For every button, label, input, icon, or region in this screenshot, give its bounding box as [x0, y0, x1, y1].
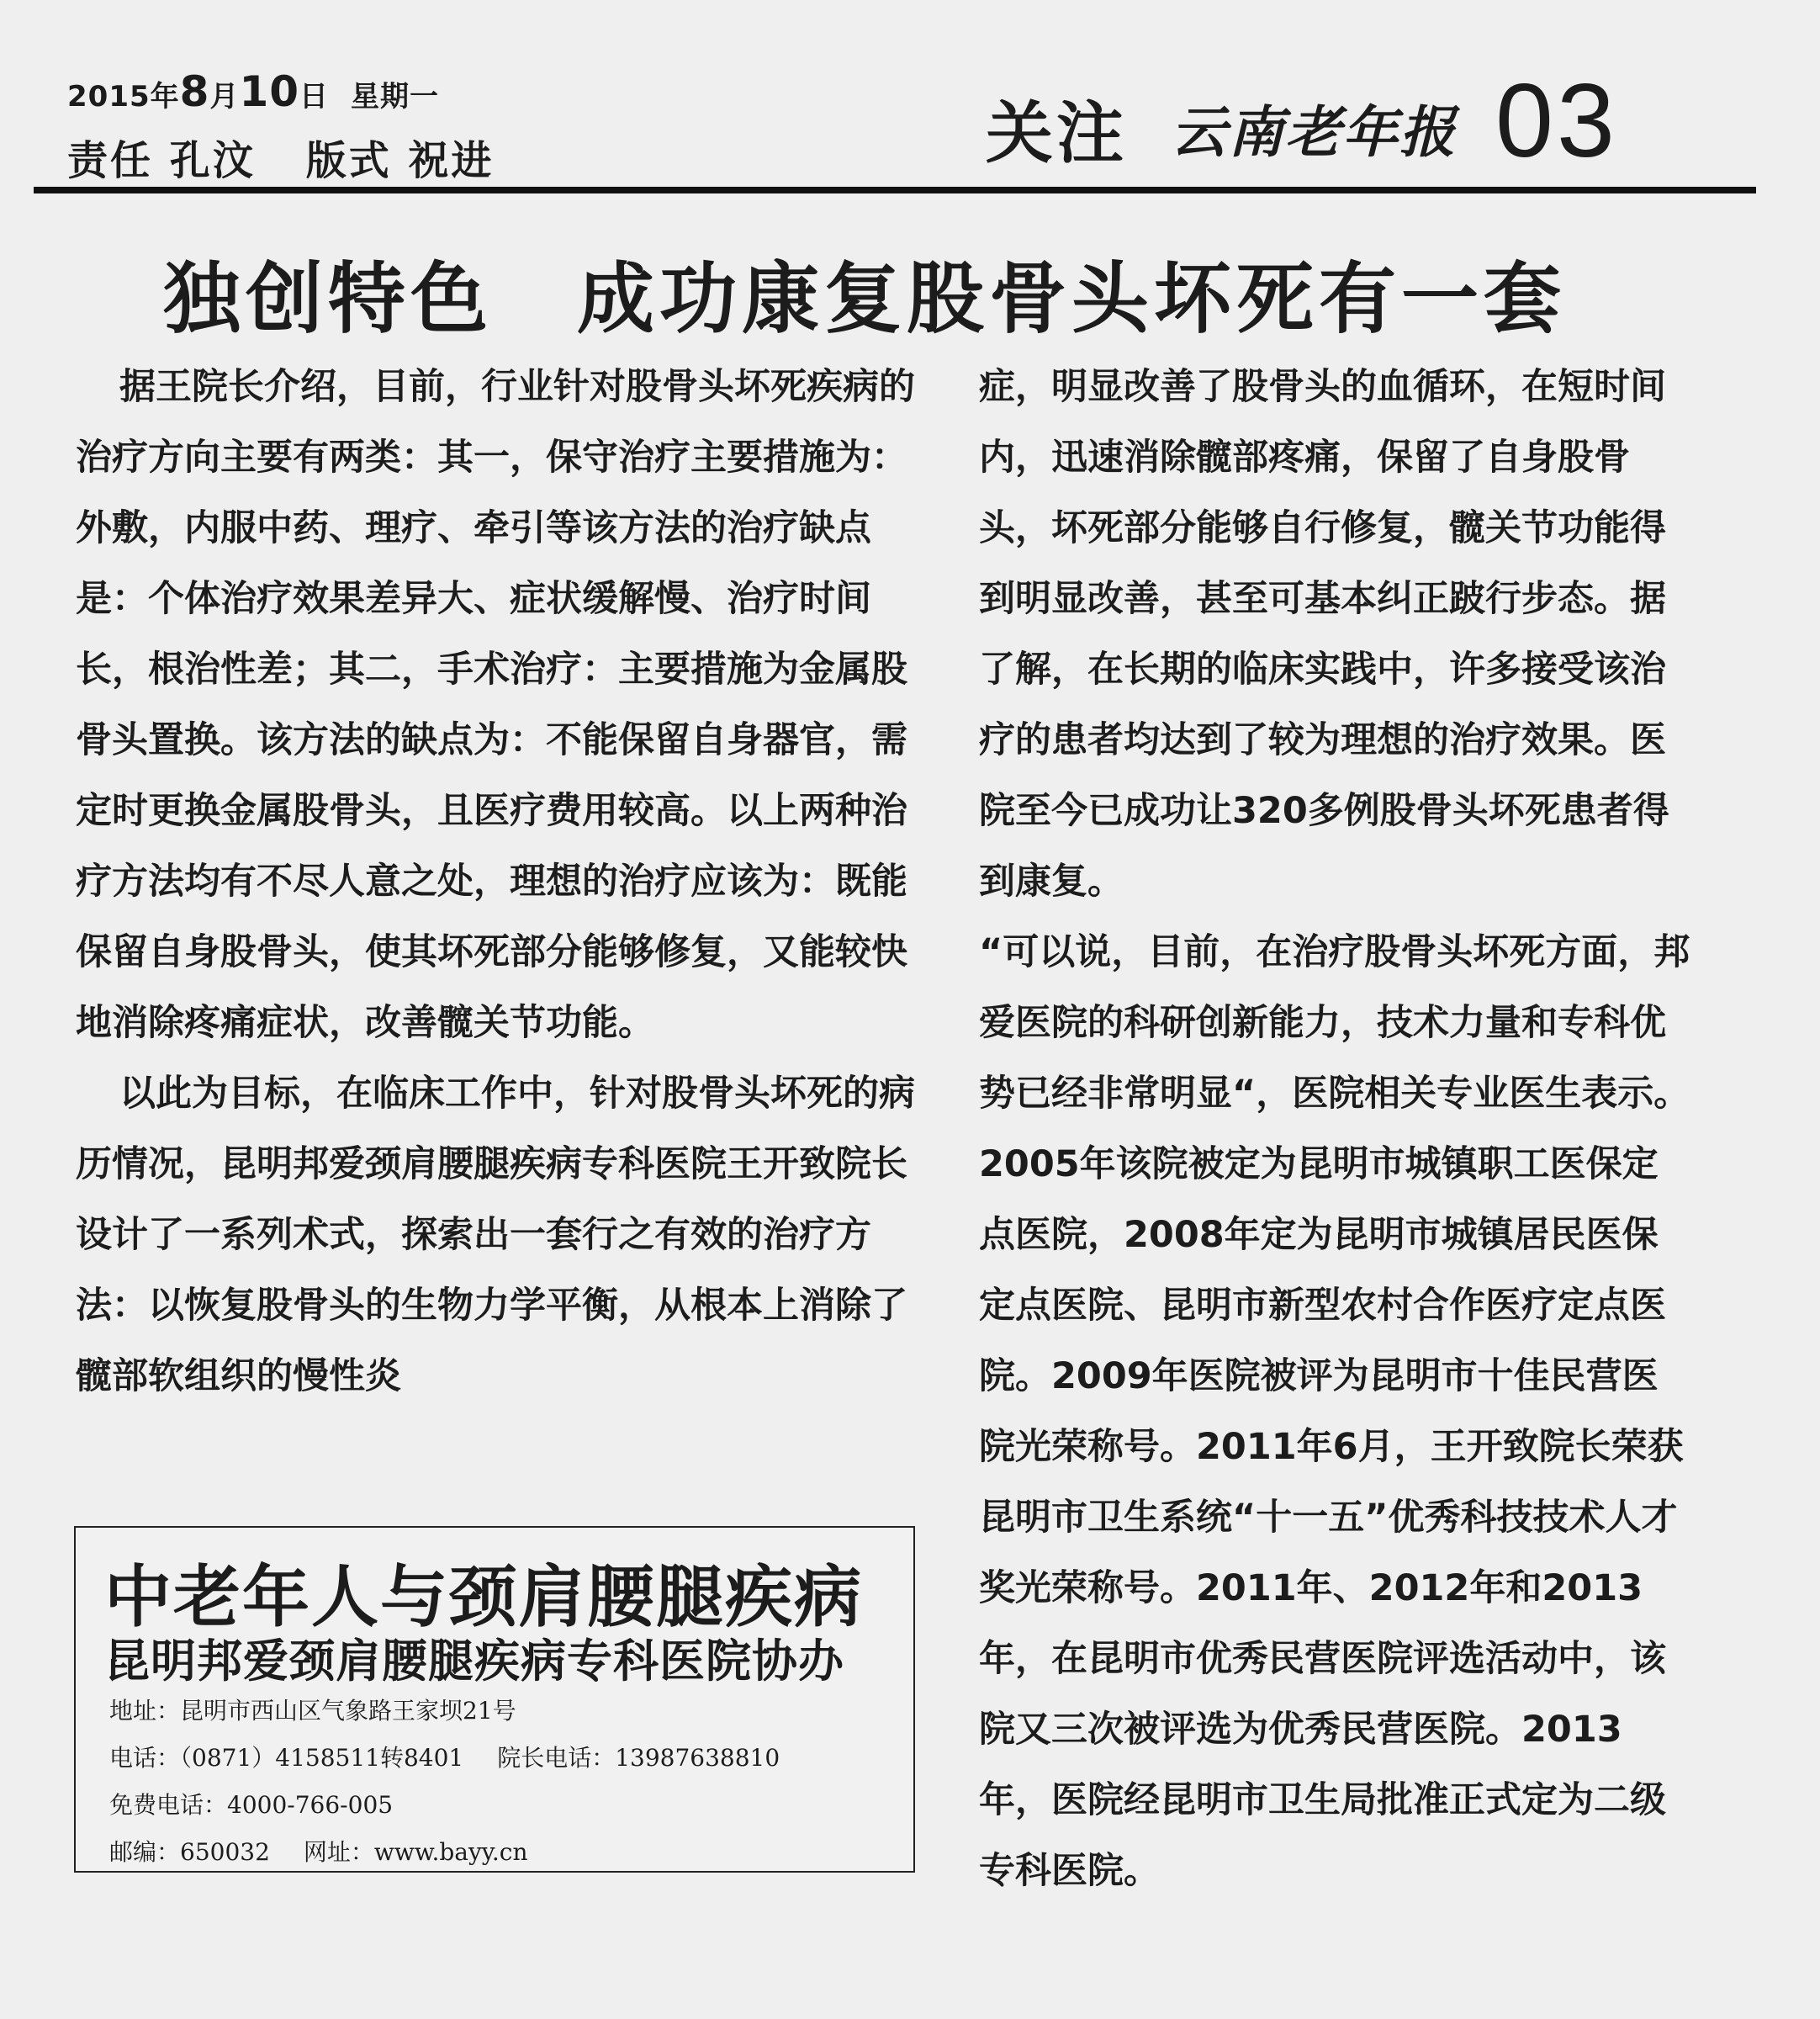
ad-website: 网址：www.bayy.cn — [303, 1838, 528, 1866]
ad-director-phone: 院长电话：13987638810 — [497, 1744, 780, 1772]
header-divider — [34, 187, 1756, 193]
issue-date: 2015年8月10日 星期一 — [67, 67, 440, 116]
ad-title: 中老年人与颈肩腰腿疾病 — [104, 1558, 863, 1636]
newspaper-name: 云南老年报 — [1171, 99, 1457, 165]
article-column-left — [76, 352, 917, 1412]
layout-editor: 版式 祝进 — [305, 137, 495, 184]
paragraph: 症，明显改善了股骨头的血循环，在短时间内，迅速消除髋部疼痛，保留了自身股骨头，坏死部分能够自行修复，髋关节功能得到明显改善，甚至可基本纠正跛行步态。据了解，在长期的临床实践中，许多接受该治疗的患者均达到了较为理想的治疗效果。医院至今已成功让320多例股骨头坏死患者得到康复。 — [979, 366, 1669, 903]
ad-phone: 电话：（0871）4158511转8401 — [109, 1744, 464, 1772]
paragraph: 以此为目标，在临床工作中，针对股骨头坏死的病历情况，昆明邦爱颈肩腰腿疾病专科医院王开致院长设计了一系列术式，探索出一套行之有效的治疗方法：以恢复股骨头的生物力学平衡，从根本上消除了髋部软组织的慢性炎 — [76, 1073, 915, 1397]
editor-name: 责任 孔汶 — [67, 137, 256, 184]
ad-contact-info — [109, 1688, 780, 1876]
paragraph: “可以说，目前，在治疗股骨头坏死方面，邦爱医院的科研创新能力，技术力量和专科优势已经非常明显“，医院相关专业医生表示。 — [979, 931, 1690, 1115]
ad-phone-line — [109, 1735, 780, 1782]
ad-postcode: 邮编：650032 — [109, 1838, 270, 1866]
ad-address: 地址：昆明市西山区气象路王家坝21号 — [109, 1697, 516, 1725]
weekday: 星期一 — [351, 80, 440, 114]
page-number: 03 — [1495, 63, 1618, 179]
section-title: 关注 — [986, 94, 1127, 172]
ad-free-phone: 免费电话：4000-766-005 — [109, 1791, 394, 1819]
article-column-right — [979, 352, 1694, 1906]
paragraph: 2005年该院被定为昆明市城镇职工医保定点医院，2008年定为昆明市城镇居民医保定点医院、昆明市新型农村合作医疗定点医院。2009年医院被评为昆明市十佳民营医院光荣称号。2011年6月，王开致院长荣获昆明市卫生系统“十一五”优秀科技技术人才奖光荣称号。2011年、2012年和2013年，在昆明市优秀民营医院评选活动中，该院又三次被评选为优秀民营医院。2013年，医院经昆明市卫生局批准正式定为二级专科医院。 — [979, 1143, 1684, 1892]
article-headline: 独创特色 成功康复股骨头坏死有一套 — [163, 254, 1567, 344]
ad-postcode-line — [109, 1829, 780, 1876]
ad-subtitle: 昆明邦爱颈肩腰腿疾病专科医院协办 — [104, 1635, 844, 1688]
paragraph: 据王院长介绍，目前，行业针对股骨头坏死疾病的治疗方向主要有两类：其一，保守治疗主要措施为：外敷，内服中药、理疗、牵引等该方法的治疗缺点是：个体治疗效果差异大、症状缓解慢、治疗时间长，根治性差；其二，手术治疗：主要措施为金属股骨头置换。该方法的缺点为：不能保留自身器官，需定时更换金属股骨头，且医疗费用较高。以上两种治疗方法均有不尽人意之处，理想的治疗应该为：既能保留自身股骨头，使其坏死部分能够修复，又能较快地消除疼痛症状，改善髋关节功能。 — [76, 366, 915, 1044]
editor-credits — [67, 128, 494, 186]
hospital-ad-box — [74, 1526, 915, 1873]
